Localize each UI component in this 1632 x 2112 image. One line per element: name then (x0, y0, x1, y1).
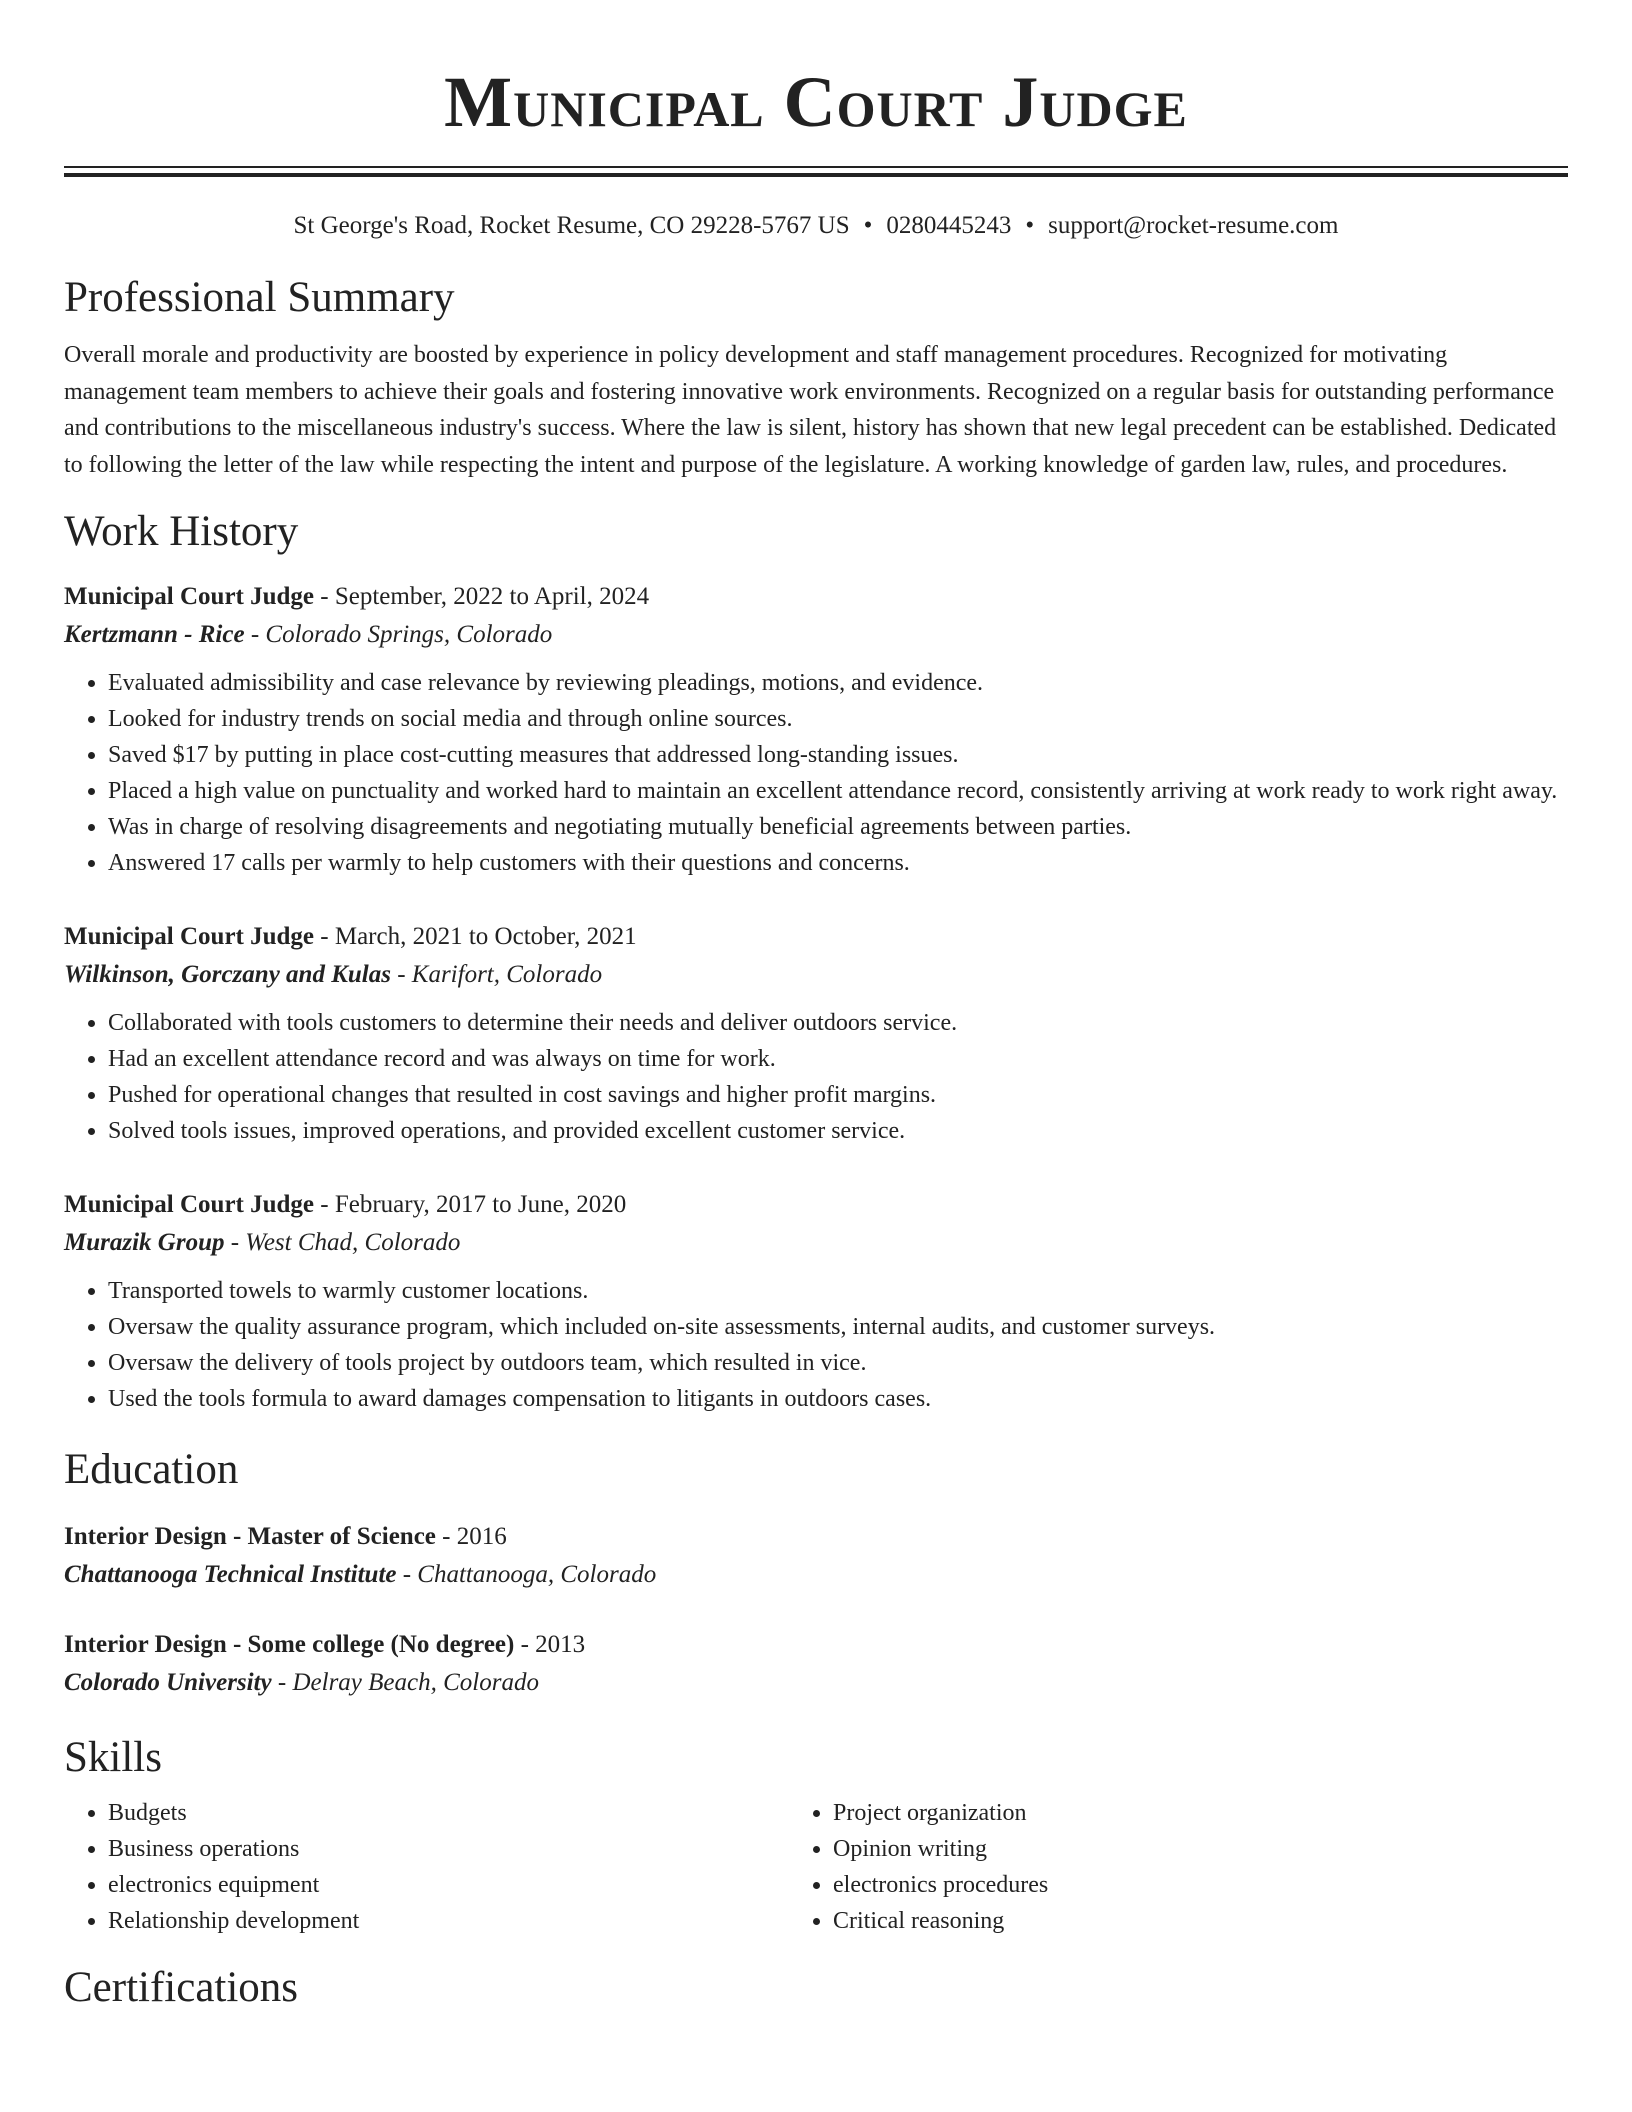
degree-line (64, 1627, 1568, 1663)
job-bullet: • Solved tools issues, improved operations, and provided excellent customer service. (108, 1113, 1568, 1149)
degree-year: - 2013 (514, 1631, 586, 1658)
job-title-line (64, 919, 1568, 955)
resume-title: Municipal Court Judge (444, 62, 1188, 142)
education-entry (64, 1519, 1568, 1595)
job-bullet: • Saved $17 by putting in place cost-cutting measures that addressed long-standing issues. (108, 737, 1568, 773)
job-title-line (64, 1187, 1568, 1223)
company-line (64, 1223, 1568, 1263)
certifications-heading: Certifications (64, 1964, 299, 2011)
company-line (64, 615, 1568, 655)
skill-item: • Project organization (833, 1795, 1568, 1831)
job-title: Municipal Court Judge (64, 583, 315, 610)
resume-page (64, 0, 1568, 2015)
job-entry (64, 1187, 1568, 1417)
skill-item: • electronics equipment (108, 1867, 783, 1903)
school-line (64, 1555, 1568, 1595)
job-title: Municipal Court Judge (64, 1191, 315, 1218)
job-entry (64, 579, 1568, 881)
company-line (64, 955, 1568, 995)
skill-item: • Business operations (108, 1831, 783, 1867)
title-divider (64, 166, 1568, 177)
job-bullet: • Answered 17 calls per warmly to help customers with their questions and concerns. (108, 845, 1568, 881)
job-bullet: • Pushed for operational changes that resulted in cost savings and higher profit margins. (108, 1077, 1568, 1113)
education-heading: Education (64, 1446, 239, 1493)
job-bullets (64, 1005, 1568, 1149)
degree-name: Interior Design - Some college (No degree) (64, 1631, 515, 1658)
company-location: - Karifort, Colorado (390, 961, 603, 988)
job-dates: - September, 2022 to April, 2024 (314, 583, 650, 610)
work-history-heading: Work History (64, 508, 299, 555)
job-bullet: • Oversaw the delivery of tools project by outdoors team, which resulted in vice. (108, 1345, 1568, 1381)
degree-line (64, 1519, 1568, 1555)
school-name: Chattanooga Technical Institute (64, 1561, 397, 1588)
job-bullets (64, 665, 1568, 881)
skill-item: • Relationship development (108, 1903, 783, 1939)
company-location: - Colorado Springs, Colorado (244, 621, 553, 648)
company-name: Kertzmann - Rice (64, 621, 245, 648)
job-bullets (64, 1273, 1568, 1417)
contact-email: support@rocket-resume.com (1048, 212, 1339, 239)
summary-heading: Professional Summary (64, 274, 455, 321)
skill-item: • electronics procedures (833, 1867, 1568, 1903)
job-title: Municipal Court Judge (64, 923, 315, 950)
contact-separator: • (863, 212, 873, 239)
skills-grid (64, 1795, 1568, 1939)
contact-separator: • (1025, 212, 1035, 239)
skill-item: • Opinion writing (833, 1831, 1568, 1867)
school-location: - Chattanooga, Colorado (396, 1561, 657, 1588)
job-bullet: • Used the tools formula to award damages compensation to litigants in outdoors cases. (108, 1381, 1568, 1417)
job-entry (64, 919, 1568, 1149)
skills-heading: Skills (64, 1734, 162, 1781)
school-name: Colorado University (64, 1669, 272, 1696)
job-bullet: • Collaborated with tools customers to determine their needs and deliver outdoors service. (108, 1005, 1568, 1041)
education-entry (64, 1627, 1568, 1703)
school-line (64, 1663, 1568, 1703)
company-name: Murazik Group (64, 1229, 225, 1256)
contact-address: St George's Road, Rocket Resume, CO 29228-5767 US (293, 212, 850, 239)
skills-column-left (64, 1795, 783, 1939)
job-bullet: • Evaluated admissibility and case relevance by reviewing pleadings, motions, and evidence. (108, 665, 1568, 701)
job-bullet: • Transported towels to warmly customer locations. (108, 1273, 1568, 1309)
degree-name: Interior Design - Master of Science (64, 1523, 436, 1550)
skills-column-right (783, 1795, 1568, 1939)
contact-phone: 0280445243 (886, 212, 1012, 239)
skill-item: • Budgets (108, 1795, 783, 1831)
contact-line (64, 209, 1568, 243)
job-dates: - February, 2017 to June, 2020 (314, 1191, 627, 1218)
summary-text: Overall morale and productivity are boosted by experience in policy development and staff management procedures. Recognized for motivating management team members to achieve their goals and fostering innovative work environments. Recognized on a regular basis for outstanding performance and contributions to the miscellaneous industry's success. Where the law is silent, history has shown that new legal precedent can be established. Dedicated to following the letter of the law while respecting the intent and purpose of the legislature. A working knowledge of garden law, rules, and procedures. (64, 342, 1557, 478)
company-location: - West Chad, Colorado (224, 1229, 461, 1256)
school-location: - Delray Beach, Colorado (271, 1669, 539, 1696)
job-title-line (64, 579, 1568, 615)
company-name: Wilkinson, Gorczany and Kulas (64, 961, 391, 988)
job-bullet: • Had an excellent attendance record and was always on time for work. (108, 1041, 1568, 1077)
job-bullet: • Placed a high value on punctuality and worked hard to maintain an excellent attendance record, consistently arriving at work ready to work right away. (108, 773, 1568, 809)
job-dates: - March, 2021 to October, 2021 (314, 923, 637, 950)
skill-item: • Critical reasoning (833, 1903, 1568, 1939)
job-bullet: • Oversaw the quality assurance program, which included on-site assessments, internal audits, and customer surveys. (108, 1309, 1568, 1345)
job-bullet: • Looked for industry trends on social media and through online sources. (108, 701, 1568, 737)
degree-year: - 2016 (435, 1523, 507, 1550)
job-bullet: • Was in charge of resolving disagreements and negotiating mutually beneficial agreements between parties. (108, 809, 1568, 845)
